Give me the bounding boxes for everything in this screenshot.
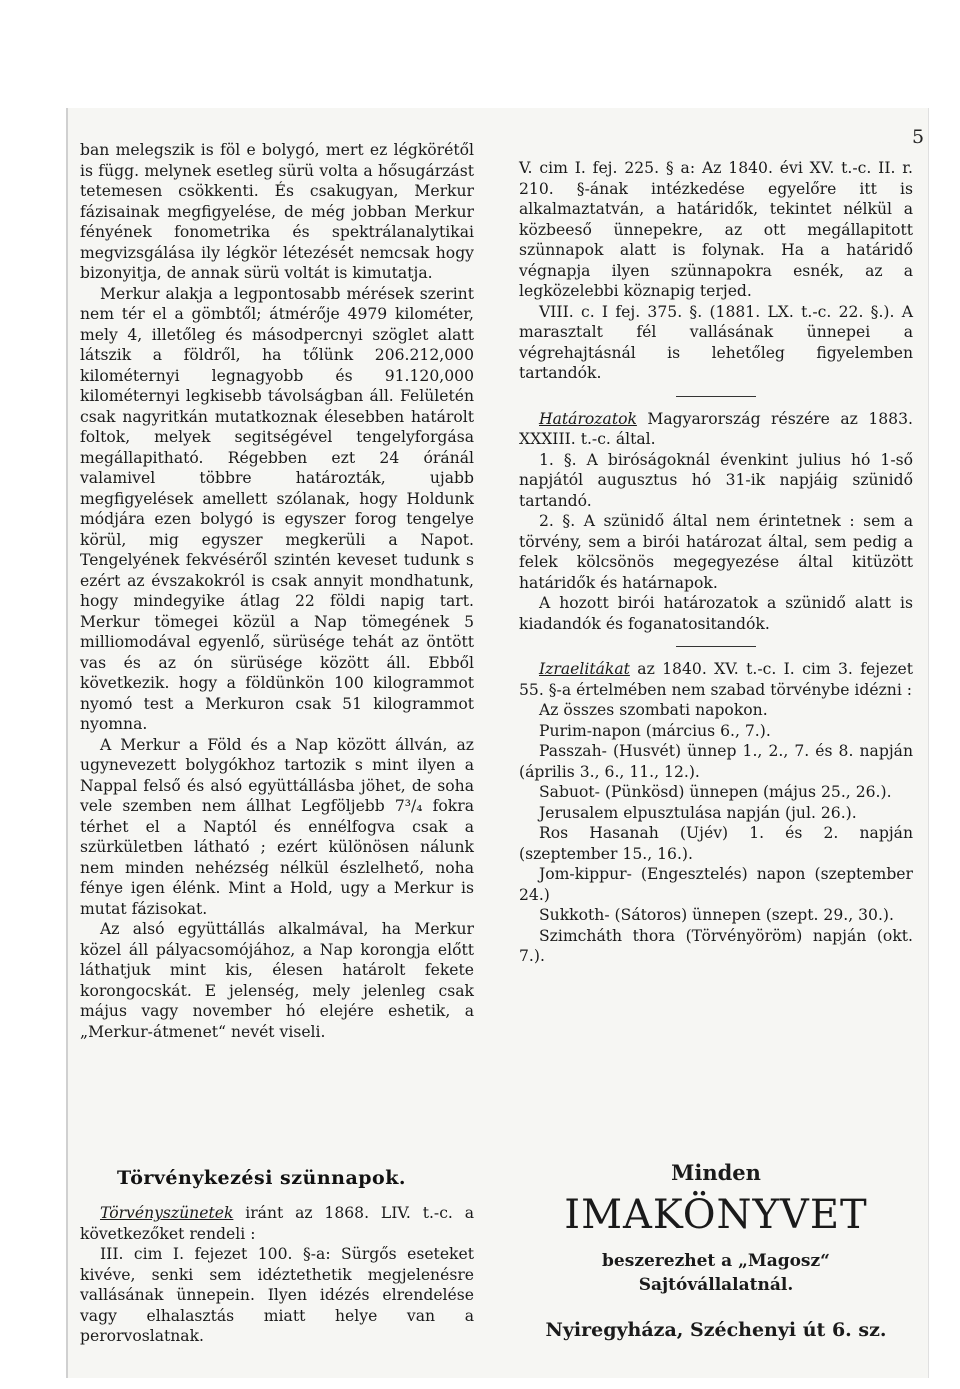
ad-line: beszerezhet a „Magosz“ [602,1251,830,1271]
holiday-item: Szimcháth thora (Törvényöröm) napján (okt. 7.). [519,926,913,965]
paragraph: Az alsó együttállás alkalmával, ha Merkur közel áll pályacsomójához, a Nap korongja előtt láthatjuk mint kis, élesen határolt fekete korongocskát. E jelenség, mely jelenleg csak május vagy november hó elejére eshetik, a „Merkur-átmenet“ nevét viseli. [80,920,474,1041]
paragraph: ban melegszik is föl e bolygó, mert ez légkörétől is függ. melynek esetleg sürü volta a hősugárzást tetemesen csökkenti. És csakugyan, Merkur fázisainak megfigyelése, de még jobban Merkur fényének fonometrika és spektrálanalytikai megvizsgálása ily légkör létezését nemcsak hogy bizonyitja, de annak sürü voltát is kimutatja. [80,141,474,282]
divider [676,396,756,397]
law-intro-rest: iránt az 1868. LIV. t.-c. a következőket rendeli : [80,1204,474,1243]
left-column [80,140,474,1042]
right-column [519,158,913,967]
paragraph: 1. §. A biróságoknál évenkint julius hó 1-ső napjától augusztus hó 31-ik napjáig szünidő tartandó. [519,450,913,510]
holiday-item: Sukkoth- (Sátoros) ünnepen (szept. 29., 30.). [539,906,894,924]
law-paragraph: III. cim I. fejezet 100. §-a: Sürgős eseteket kivéve, senki sem idéztethetik megjelenésre vallásának ünnepein. Ilyen idézés elrendelése vagy elhalasztás miatt helye van a perorvoslatnak. [80,1245,474,1345]
holiday-item: Jom-kippur- (Engesztelés) napon (szeptember 24.) [519,865,913,904]
holiday-item: Az összes szombati napokon. [539,701,768,719]
paragraph: 2. §. A szünidő által nem érintetnek : sem a törvény, sem a birói határozat által, sem pedig a felek kölcsönös megegyezése által kitüzött határidők és határnapok. [519,512,913,592]
paragraph: A hozott birói határozatok a szünidő alatt is kiadandók és foganatositandók. [519,594,913,633]
holiday-item: Passzah- (Husvét) ünnep 1., 2., 7. és 8. napján (április 3., 6., 11., 12.). [519,742,913,781]
resolutions-intro [519,409,913,450]
ad-line-minden: Minden [671,1160,761,1185]
law-intro [80,1203,474,1244]
law-intro-italic: Törvényszünetek [100,1204,234,1222]
holiday-item: Sabuot- (Pünkösd) ünnepen (május 25., 26.). [539,783,892,801]
paragraph: A Merkur a Föld és a Nap között állván, az ugynevezett bolygókhoz tartozik s mint ilyen a Nappal felső és alsó együttállásba jöhet, de soha vele szemben nem állhat Legföljebb 7³/₄ fokra térhet el a Naptól és ennélfogva csak a szürkületben látható ; ezért különösen nálunk nem minden nehézség nélkül észlelhető, noha fénye igen élénk. Mint a Hold, ugy a Merkur is mutat fázisokat. [80,735,474,918]
holiday-item: Purim-napon (március 6., 7.). [539,721,771,740]
israelites-rest: az 1840. XV. t.-c. I. cim 3. fejezet 55. §-a értelmében nem szabad törvénybe idézni : [519,660,913,699]
page-number: 5 [912,126,925,148]
advertisement [519,1160,913,1341]
ad-line: Sajtóvállalatnál. [638,1275,794,1295]
law-block [80,1203,474,1347]
resolutions-italic: Határozatok [539,409,637,428]
ad-headline: IMAKÖNYVET [564,1192,868,1238]
resolutions-rest: Magyarország részére az 1883. XXXIII. t.-c. által. [519,409,913,448]
israelites-italic: Izraelitákat [539,660,630,678]
paragraph: V. cim I. fej. 225. § a: Az 1840. évi XV. t.-c. II. r. 210. §-ának intézkedése egyelőre itt is alkalmaztatván, a határidők, tekintet nélkül a közbeeső ünnepekre, az ott megállapitott szünnapok alatt is folynak. Ha a határidő végnapja ilyen szünnapokra esnék, az a legközelebbi köznapig terjed. [519,159,913,300]
section-heading: Törvénykezési szünnapok. [117,1167,407,1189]
paragraph: Merkur alakja a legpontosabb mérések szerint nem tér el a gömbtől; átmérője 4979 kilométer, mely 4, illetőleg és másodpercnyi szöglet alatt látszik a földről, ha tőlünk 206.212,000 kilométernyi legnagyobb és 91.120,000 kilométernyi legkisebb távolságban áll. Felületén csak nagyritkán mutatkoznak élesebben határolt foltok, melyek segitségével tengelyforgása megállapitható. Régebben ezt 24 óránál valamivel többre határozták, ujabb megfigyelések amellett szólanak, hogy Holdunk módjára ezen bolygó is egyszer forog tengelye körül, mig egyszer megkerüli a Napot. Tengelyének fekvéséről szintén keveset tudunk s ezért az évszakokról is csak annyit mondhatunk, hogy mindegyike átlag 22 földi napig tart. Merkur tömegei közül a Nap tömegének 5 milliomodával egyenlő, sürüsége tehát az öntött vas és az ón sürüsége között áll. Ebből következik. hogy a földünkön 100 kilogrammot nyomó test a Merkuron csak 51 kilogrammot nyomna. [80,284,474,733]
ad-address: Nyiregyháza, Széchenyi út 6. sz. [545,1319,887,1341]
paragraph: VIII. c. I fej. 375. §. (1881. LX. t.-c. 22. §.). A marasztalt fél vallásának ünnepei a végrehajtásnál is lehetőleg figyelemben tartandók. [519,302,913,382]
divider [676,646,756,647]
israelites-intro [519,659,913,700]
holiday-item: Jerusalem elpusztulása napján (jul. 26.). [539,803,857,822]
holiday-item: Ros Hasanah (Ujév) 1. és 2. napján (szeptember 15., 16.). [519,824,913,863]
